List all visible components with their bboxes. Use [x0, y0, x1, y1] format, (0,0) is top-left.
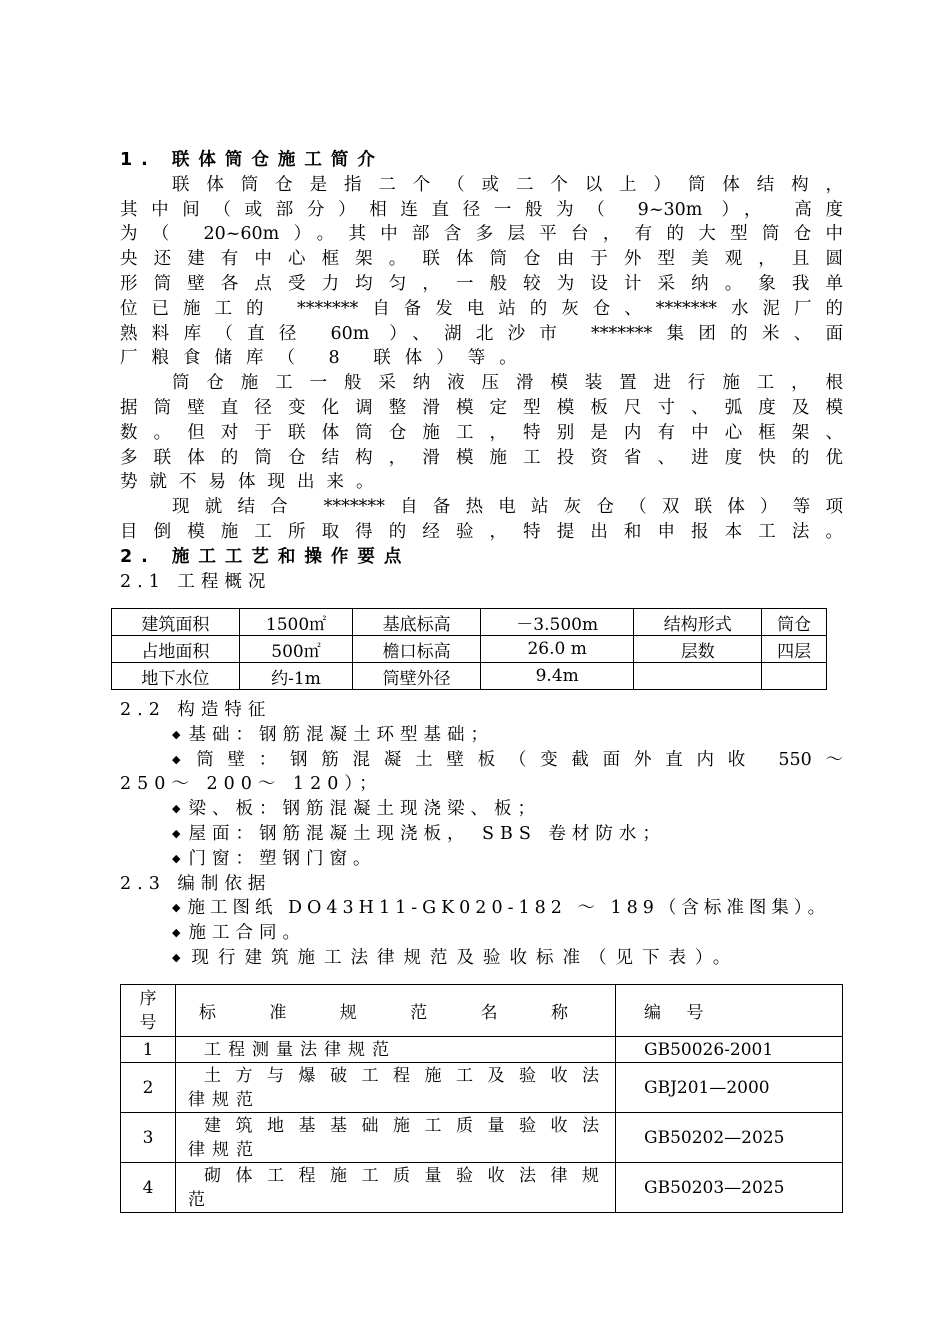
para1-line: 其中间（或部分）相连直径一般为（ 9~30m ）， 高度	[120, 199, 843, 220]
header-seq: 序 号	[121, 985, 176, 1037]
table-cell: 9.4m	[481, 663, 634, 690]
para2-line: 数。但对于联体筒仓施工，特别是内有中心框架、	[120, 422, 843, 443]
subsection-2-3: 2.3 编制依据	[120, 873, 272, 894]
diamond-icon: ◆	[172, 752, 195, 766]
diamond-icon: ◆	[172, 802, 187, 816]
project-overview-table	[111, 608, 827, 690]
row-name: 砌体工程施工质量验收法律规 范	[176, 1163, 616, 1213]
para1-line: 位已施工的 *******自备发电站的灰仓、*******水泥厂的	[120, 298, 843, 319]
para1-line: 厂粮食储库（ 8 联体）等。	[120, 348, 531, 369]
diamond-icon: ◆	[172, 950, 190, 964]
table-cell: 约-1m	[239, 663, 352, 690]
diamond-icon: ◆	[172, 851, 187, 865]
para2-line: 势就不易体现出来。	[120, 472, 386, 493]
row-code: GB50202—2025	[616, 1113, 843, 1163]
para1-line: 熟料库（直径 60m ）、湖北沙市 *******集团的米、面	[120, 323, 843, 344]
row-seq: 3	[121, 1113, 176, 1163]
diamond-icon: ◆	[172, 901, 186, 915]
table-row	[112, 609, 827, 636]
section-2-heading: 2. 施工工艺和操作要点	[120, 546, 411, 567]
document-page-continued	[120, 698, 843, 971]
table-cell	[762, 663, 827, 690]
table-cell	[634, 663, 762, 690]
row-seq: 1	[121, 1037, 176, 1063]
row-code: GB50203—2025	[616, 1163, 843, 1213]
feature-item: ◆ 屋面：钢筋混凝土现浇板， SBS 卷材防水；	[172, 823, 666, 844]
row-name: 建筑地基基础施工质量验收法 律规范	[176, 1113, 616, 1163]
basis-item: ◆ 现行建筑施工法律规范及验收标准（见下表）。	[172, 947, 740, 968]
para1-line: 联体筒仓是指二个（或二个以上）筒体结构，	[172, 174, 843, 195]
para1-line: 为（ 20~60m）。其中部含多层平台，有的大型筒仓中	[120, 224, 843, 245]
para2-line: 筒仓施工一般采纳液压滑模装置进行施工，根	[172, 373, 843, 394]
table-cell: －3.500m	[481, 609, 634, 636]
diamond-icon: ◆	[172, 826, 187, 840]
table-header-row	[121, 985, 843, 1037]
subsection-2-1: 2.1 工程概况	[120, 571, 272, 592]
feature-item: ◆ 基础：钢筋混凝土环型基础；	[172, 724, 494, 745]
feature-item-continued: 250～ 200～ 120）；	[120, 774, 383, 795]
table-cell: 层数	[634, 636, 762, 663]
table-cell: 26.0 m	[481, 636, 634, 663]
para2-line: 据筒壁直径变化调整滑模定型模板尺寸、弧度及模	[120, 397, 843, 418]
table-cell: 基底标高	[353, 609, 481, 636]
table-cell: 占地面积	[112, 636, 240, 663]
para2-line: 多联体的筒仓结构，滑模施工投资省、进度快的优	[120, 447, 843, 468]
standards-table	[120, 984, 843, 1213]
row-code: GB50026-2001	[616, 1037, 843, 1063]
table-row	[112, 663, 827, 690]
feature-item: ◆ 筒壁：钢筋混凝土壁板（变截面外直内收 550～	[172, 749, 843, 770]
table-cell: 建筑面积	[112, 609, 240, 636]
document-page	[120, 148, 843, 594]
para1-line: 形筒壁各点受力均匀，一般较为设计采纳。象我单	[120, 273, 843, 294]
para3-line: 现就结合 *******自备热电站灰仓（双联体）等项	[172, 497, 843, 518]
header-name: 标 准 规 范 名 称	[176, 985, 616, 1037]
table-cell: 筒仓	[762, 609, 827, 636]
table-row	[121, 1113, 843, 1163]
para1-line: 央还建有中心框架。联体筒仓由于外型美观，且圆	[120, 249, 843, 270]
table-cell: 1500㎡	[239, 609, 352, 636]
table-cell: 500㎡	[239, 636, 352, 663]
table-cell: 地下水位	[112, 663, 240, 690]
diamond-icon: ◆	[172, 727, 187, 741]
row-name: 土方与爆破工程施工及验收法 律规范	[176, 1063, 616, 1113]
row-seq: 4	[121, 1163, 176, 1213]
para3-line: 目倒模施工所取得的经验，特提出和申报本工法。	[120, 521, 843, 542]
table-row	[121, 1037, 843, 1063]
table-row	[112, 636, 827, 663]
table-cell: 檐口标高	[353, 636, 481, 663]
row-seq: 2	[121, 1063, 176, 1113]
table-cell: 四层	[762, 636, 827, 663]
feature-item: ◆ 梁、板：钢筋混凝土现浇梁、板；	[172, 799, 541, 820]
subsection-2-2: 2.2 构造特征	[120, 700, 272, 720]
row-code: GBJ201—2000	[616, 1063, 843, 1113]
table-row	[121, 1063, 843, 1113]
table-cell: 筒壁外径	[353, 663, 481, 690]
row-name: 工程测量法律规范	[176, 1037, 616, 1063]
diamond-icon: ◆	[172, 926, 187, 940]
basis-item: ◆ 施工图纸 DO43H11-GK020-182 ～ 189（含标准图集）。	[172, 898, 831, 919]
feature-item: ◆ 门窗：塑钢门窗。	[172, 848, 377, 869]
section-1-heading: 1. 联体筒仓施工简介	[120, 150, 384, 170]
basis-item: ◆ 施工合同。	[172, 923, 306, 944]
table-row	[121, 1163, 843, 1213]
table-cell: 结构形式	[634, 609, 762, 636]
header-code: 编 号	[616, 985, 843, 1037]
